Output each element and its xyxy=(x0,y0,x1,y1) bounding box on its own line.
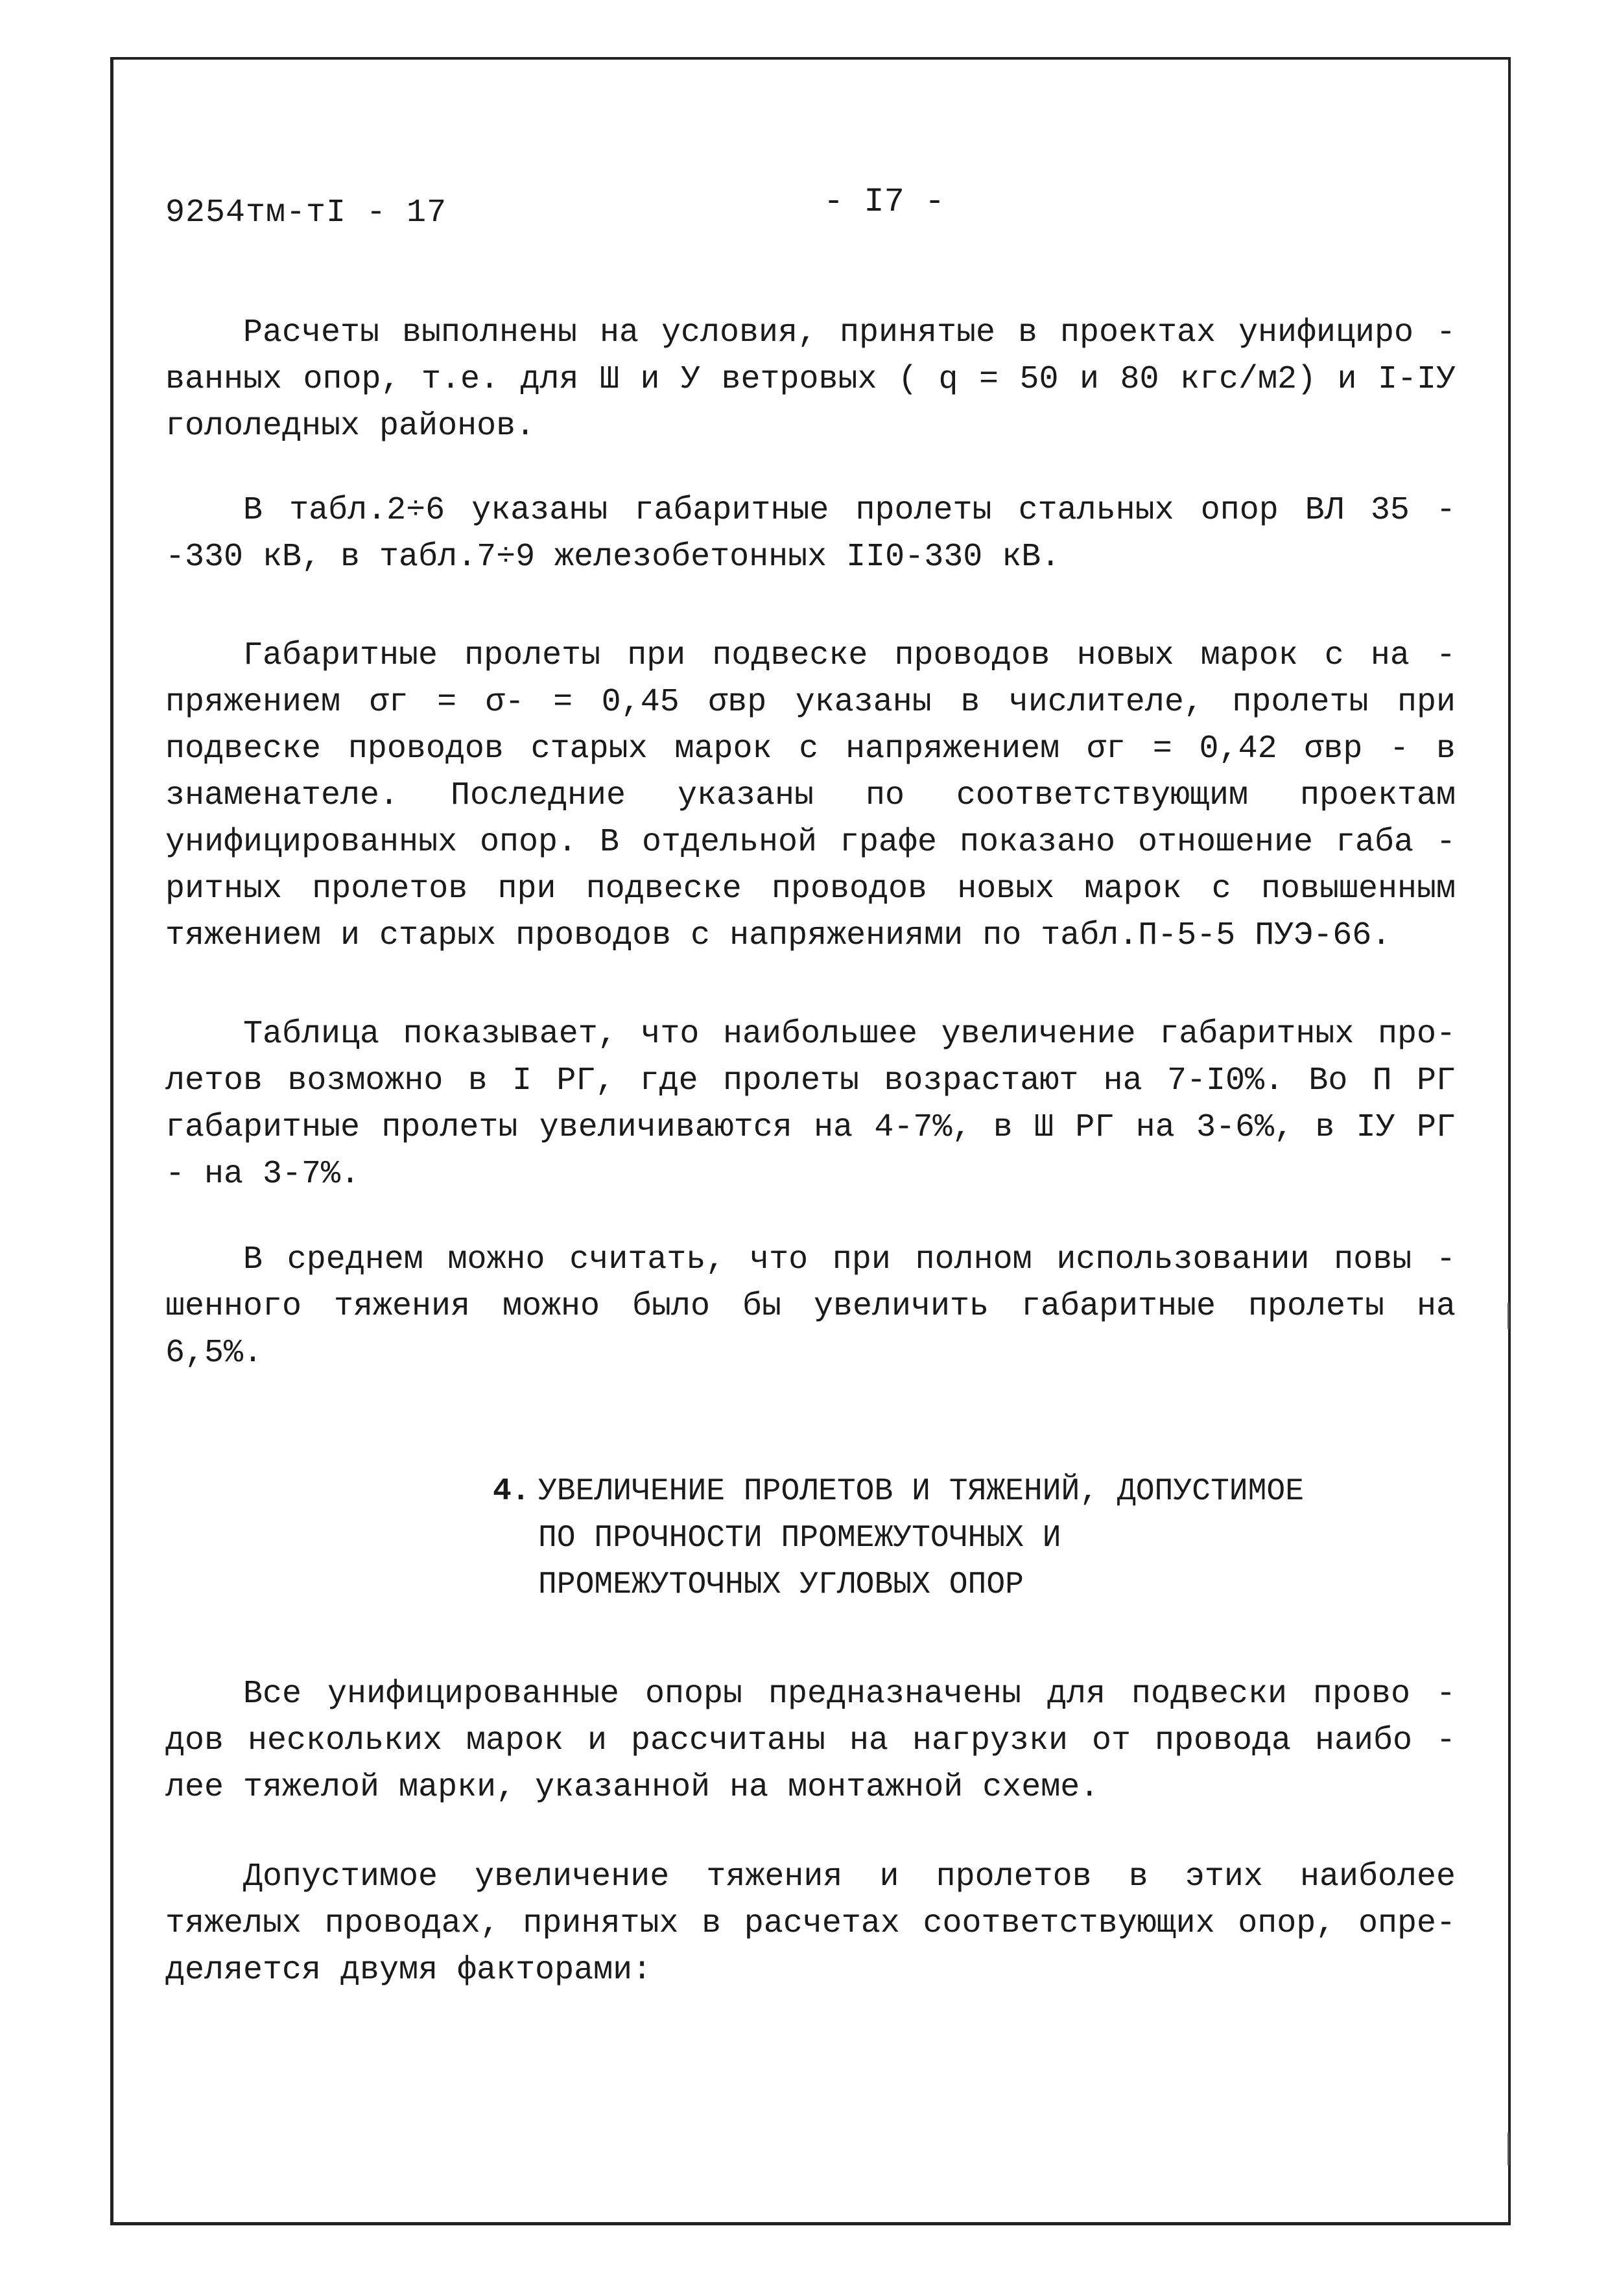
margin-scan-mark xyxy=(1508,1303,1509,1329)
margin-scan-mark xyxy=(1508,2133,1509,2165)
paragraph-span-stress xyxy=(165,633,1456,959)
section-number: 4. xyxy=(493,1474,530,1509)
section-title-line-1: УВЕЛИЧЕНИЕ ПРОЛЕТОВ И ТЯЖЕНИЙ, ДОПУСТИМОЕ xyxy=(538,1474,1304,1509)
section-heading-line-3 xyxy=(493,1562,1304,1608)
paragraph-text: Расчеты выполнены на условия, принятые в проектах унифициро - ванных опор, т.е. для Ш и У ветровых ( q = 50 и 80 кгс/м2) и I-IУ гололедных районов. xyxy=(165,314,1456,445)
section-heading-4 xyxy=(493,1468,1304,1608)
paragraph-calculation-conditions xyxy=(165,310,1456,450)
document-code: 9254тм-тI - 17 xyxy=(165,194,447,231)
paragraph-text: В среднем можно считать, что при полном использовании повы - шенного тяжения можно было бы увеличить габаритные пролеты на 6,5%. xyxy=(165,1241,1456,1372)
paragraph-text: Таблица показывает, что наибольшее увеличение габаритных про- летов возможно в I РГ, где пролеты возрастают на 7-I0%. Во П РГ габаритные пролеты увеличиваются на 4-7%, в Ш РГ на 3-6%, в IУ РГ - на 3-7%. xyxy=(165,1016,1456,1193)
paragraph-text: В табл.2÷6 указаны габаритные пролеты стальных опор ВЛ 35 - -330 кВ, в табл.7÷9 железобетонных II0-330 кВ. xyxy=(165,492,1456,576)
paragraph-tables-reference xyxy=(165,487,1456,581)
paragraph-text: Все унифицированные опоры предназначены для подвески прово - дов нескольких марок и рассчитаны на нагрузки от провода наибо - лее тяжелой марки, указанной на монтажной схеме. xyxy=(165,1676,1456,1806)
section-title-line-3: ПРОМЕЖУТОЧНЫХ УГЛОВЫХ ОПОР xyxy=(538,1567,1024,1602)
section-title-line-2: ПО ПРОЧНОСТИ ПРОМЕЖУТОЧНЫХ И xyxy=(538,1521,1061,1556)
paragraph-text: Габаритные пролеты при подвеске проводов новых марок с на - пряжением σг = σ- = 0,45 σвр указаны в числителе, пролеты при подвеске проводов старых марок с напряжением σг = 0,42 σвр - в знаменателе. Последние указаны по соответствующим проектам унифицированных опор. В отдельной графе показано отношение габа - ритных пролетов при подвеске проводов новых марок с повышенным тяжением и старых проводов с напряжениями по табл.П-5-5 ПУЭ-66. xyxy=(165,637,1456,954)
section-heading-line-2 xyxy=(493,1515,1304,1562)
paragraph-text: Допустимое увеличение тяжения и пролетов в этих наиболее тяжелых проводах, принятых в расчетах соответствующих опор, опре- деляется двумя факторами: xyxy=(165,1858,1456,1989)
paragraph-average-increase xyxy=(165,1237,1456,1377)
paragraph-allowed-increase xyxy=(165,1854,1456,1994)
paragraph-unified-supports xyxy=(165,1671,1456,1811)
page-number: - I7 - xyxy=(823,183,945,221)
section-heading-line-1 xyxy=(493,1468,1304,1515)
paragraph-table-results xyxy=(165,1011,1456,1198)
